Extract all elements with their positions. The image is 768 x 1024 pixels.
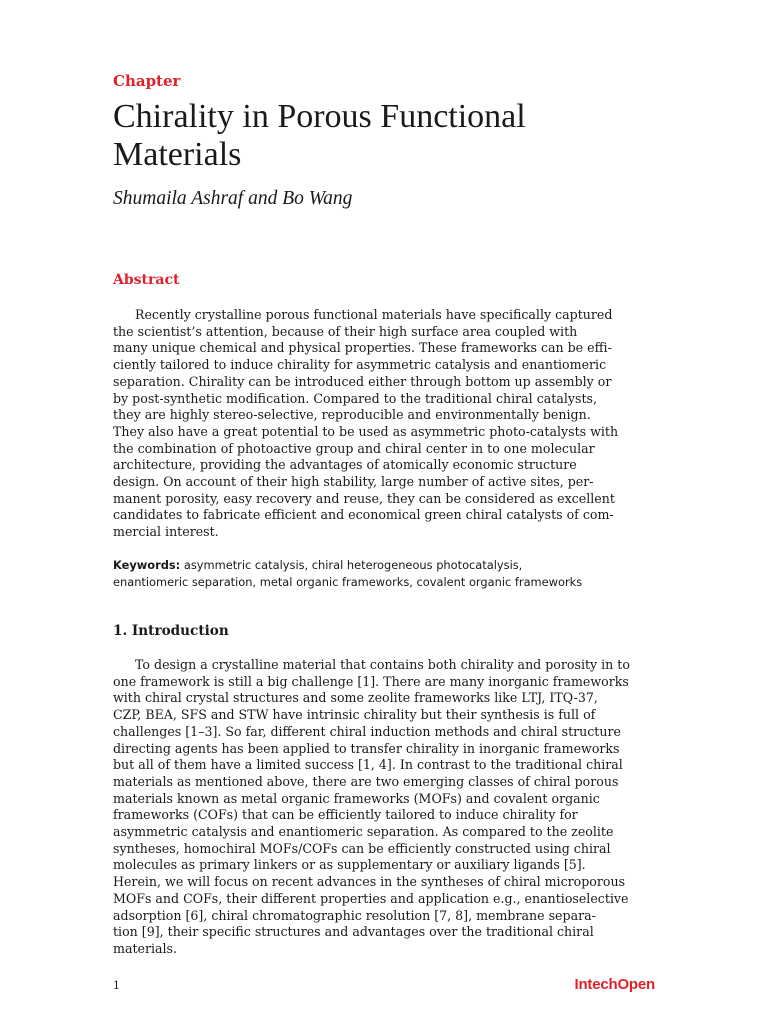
introduction-body <box>113 657 655 958</box>
abstract-line: by post-synthetic modification. Compared to the traditional chiral catalysts, <box>113 390 597 406</box>
intro-line: with chiral crystal structures and some zeolite frameworks like LTJ, ITQ-37, <box>113 690 598 706</box>
keywords <box>113 557 655 591</box>
intro-line: To design a crystalline material that contains both chirality and porosity in to <box>135 657 630 672</box>
intro-line: tion [9], their specific structures and advantages over the traditional chiral <box>113 924 594 940</box>
abstract-line: mercial interest. <box>113 524 219 540</box>
intro-line: syntheses, homochiral MOFs/COFs can be efficiently constructed using chiral <box>113 840 611 856</box>
intro-line: frameworks (COFs) that can be efficiently tailored to induce chirality for <box>113 807 578 823</box>
keywords-line: asymmetric catalysis, chiral heterogeneous photocatalysis, <box>183 558 523 572</box>
section-heading-introduction: 1. Introduction <box>113 623 229 639</box>
page-number: 1 <box>113 979 120 992</box>
abstract-line: many unique chemical and physical properties. These frameworks can be effi- <box>113 340 612 356</box>
abstract-line: architecture, providing the advantages of atomically economic structure <box>113 457 577 473</box>
abstract-line: manent porosity, easy recovery and reuse, they can be considered as excellent <box>113 490 615 506</box>
abstract-line: they are highly stereo-selective, reproducible and environmentally benign. <box>113 407 591 423</box>
chapter-label: Chapter <box>113 72 181 90</box>
intro-line: materials known as metal organic frameworks (MOFs) and covalent organic <box>113 790 600 806</box>
abstract-heading: Abstract <box>113 272 180 288</box>
keywords-label: Keywords: <box>113 558 181 572</box>
intro-line: MOFs and COFs, their different properties and application e.g., enantioselective <box>113 890 629 906</box>
keywords-line: enantiomeric separation, metal organic frameworks, covalent organic frameworks <box>113 575 583 589</box>
abstract-line: the scientist’s attention, because of their high surface area coupled with <box>113 323 578 339</box>
abstract-line: separation. Chirality can be introduced either through bottom up assembly or <box>113 373 612 389</box>
chapter-title: Chirality in Porous Functional Materials <box>113 98 526 173</box>
intro-line: molecules as primary linkers or as supplementary or auxiliary ligands [5]. <box>113 857 586 873</box>
intro-line: challenges [1–3]. So far, different chiral induction methods and chiral structure <box>113 723 621 739</box>
intro-line: asymmetric catalysis and enantiomeric separation. As compared to the zeolite <box>113 824 614 840</box>
intro-line: one framework is still a big challenge [1]. There are many inorganic frameworks <box>113 673 629 689</box>
abstract-line: They also have a great potential to be used as asymmetric photo-catalysts with <box>113 423 619 439</box>
intro-line: CZP, BEA, SFS and STW have intrinsic chirality but their synthesis is full of <box>113 707 596 723</box>
intro-line: but all of them have a limited success [1, 4]. In contrast to the traditional chiral <box>113 757 623 773</box>
intro-line: adsorption [6], chiral chromatographic resolution [7, 8], membrane separa- <box>113 907 596 923</box>
intro-line: materials as mentioned above, there are two emerging classes of chiral porous <box>113 773 619 789</box>
authors: Shumaila Ashraf and Bo Wang <box>113 188 353 209</box>
publisher-logo: IntechOpen <box>574 976 655 993</box>
abstract-line: Recently crystalline porous functional materials have specifically captured <box>135 307 613 322</box>
abstract-line: the combination of photoactive group and chiral center in to one molecular <box>113 440 595 456</box>
abstract-body <box>113 307 655 541</box>
intro-line: directing agents has been applied to transfer chirality in inorganic frameworks <box>113 740 620 756</box>
abstract-line: ciently tailored to induce chirality for asymmetric catalysis and enantiomeric <box>113 357 607 373</box>
abstract-line: candidates to fabricate efficient and economical green chiral catalysts of com- <box>113 507 614 523</box>
intro-line: materials. <box>113 940 178 956</box>
intro-line: Herein, we will focus on recent advances in the syntheses of chiral microporous <box>113 874 626 890</box>
abstract-line: design. On account of their high stability, large number of active sites, per- <box>113 474 594 490</box>
